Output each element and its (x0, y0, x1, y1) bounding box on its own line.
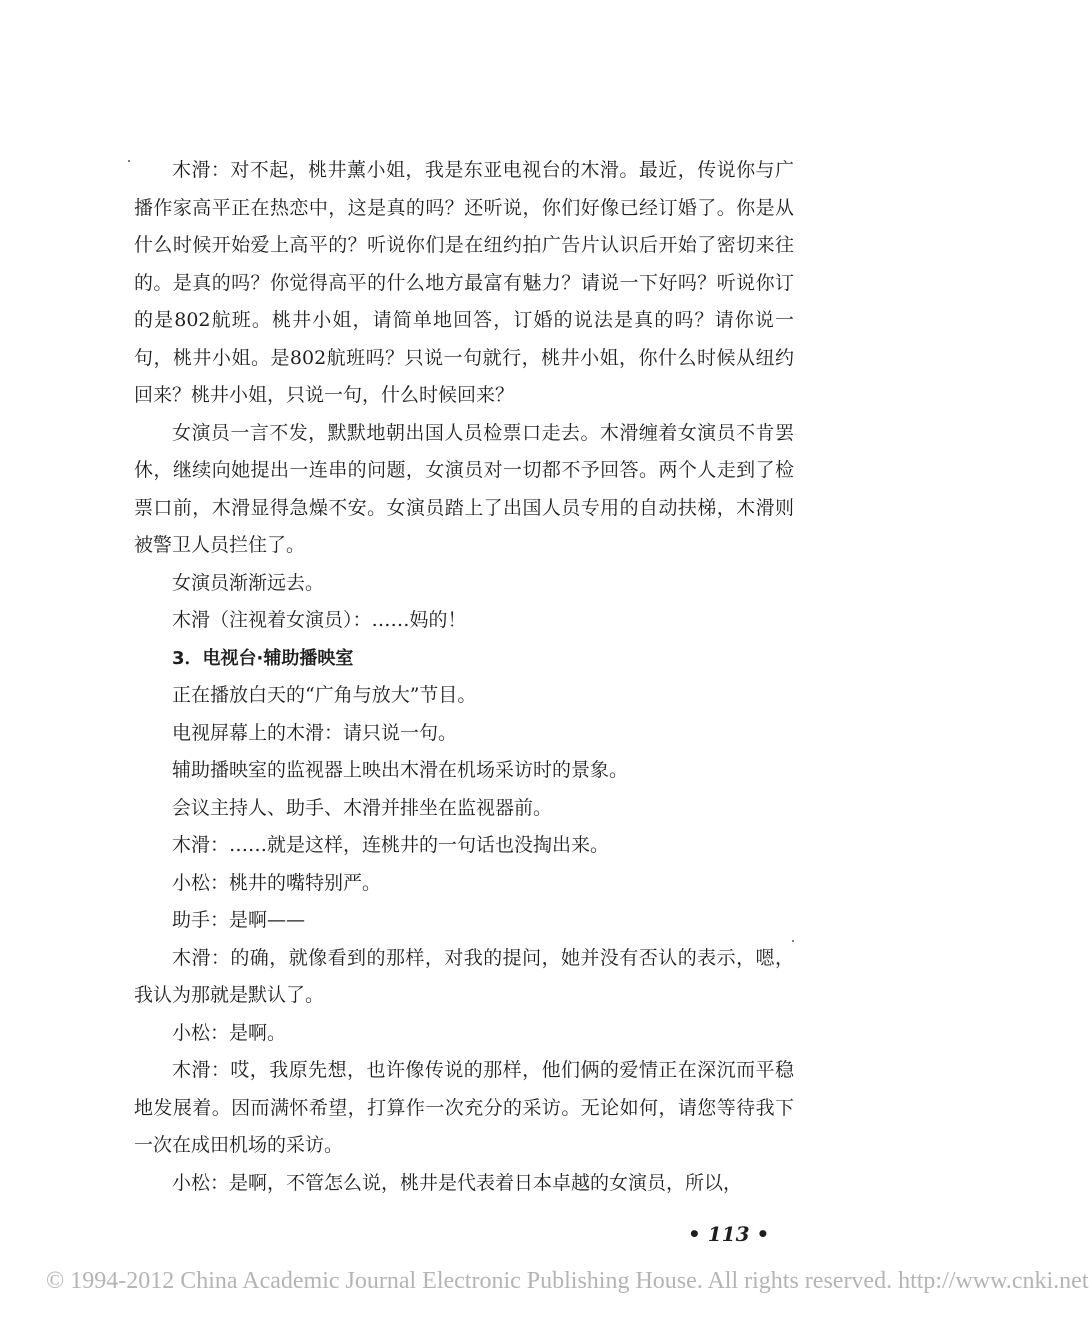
body-text (134, 152, 794, 1202)
paragraph: 会议主持人、助手、木滑并排坐在监视器前。 (172, 796, 553, 819)
scan-speck (128, 160, 130, 162)
paragraph: 电视屏幕上的木滑：请只说一句。 (172, 721, 458, 744)
paragraph: 木滑：哎，我原先想，也许像传说的那样，他们俩的爱情正在深沉而平稳地发展着。因而满怀希望，打算作一次充分的采访。无论如何，请您等待我下一次在成田机场的采访。 (134, 1059, 794, 1156)
paragraph: 小松：是啊。 (172, 1021, 287, 1044)
paragraph: 助手：是啊—— (172, 909, 306, 931)
paragraph: 辅助播映室的监视器上映出木滑在机场采访时的景象。 (172, 759, 629, 781)
paragraph: 小松：是啊，不管怎么说，桃井是代表着日本卓越的女演员，所以， (172, 1171, 743, 1194)
paragraph: 木滑：……就是这样，连桃井的一句话也没掏出来。 (172, 834, 610, 856)
paragraph: 木滑：的确，就像看到的那样，对我的提问，她并没有否认的表示，嗯，我认为那就是默认了。 (134, 946, 794, 1006)
page-number: • 113 • (688, 1222, 770, 1246)
paragraph: 木滑（注视着女演员）：……妈的！ (172, 609, 467, 631)
paragraph: 女演员一言不发，默默地朝出国人员检票口走去。木滑缠着女演员不肯罢休，继续向她提出一连串的问题，女演员对一切都不予回答。两个人走到了检票口前，木滑显得急燥不安。女演员踏上了出国人员专用的自动扶梯，木滑则被警卫人员拦住了。 (134, 421, 794, 556)
paragraph: 小松：桃井的嘴特别严。 (172, 871, 382, 894)
copyright-watermark: © 1994-2012 China Academic Journal Electronic Publishing House. All rights reserved. http://www.cnki.net (46, 1268, 1089, 1294)
paragraph: 正在播放白天的“广角与放大”节目。 (172, 684, 477, 706)
section-heading: 3．电视台·辅助播映室 (172, 647, 354, 669)
paragraph: 木滑：对不起，桃井薰小姐，我是东亚电视台的木滑。最近，传说你与广播作家高平正在热恋中，这是真的吗？还听说，你们好像已经订婚了。你是从什么时候开始爱上高平的？听说你们是在纽约拍广告片认识后开始了密切来往的。是真的吗？你觉得高平的什么地方最富有魅力？请说一下好吗？听说你订的是802航班。桃井小姐，请简单地回答，订婚的说法是真的吗？请你说一句，桃井小姐。是802航班吗？只说一句就行，桃井小姐，你什么时候从纽约回来？桃井小姐，只说一句，什么时候回来？ (134, 159, 794, 406)
paragraph: 女演员渐渐远去。 (172, 571, 325, 594)
